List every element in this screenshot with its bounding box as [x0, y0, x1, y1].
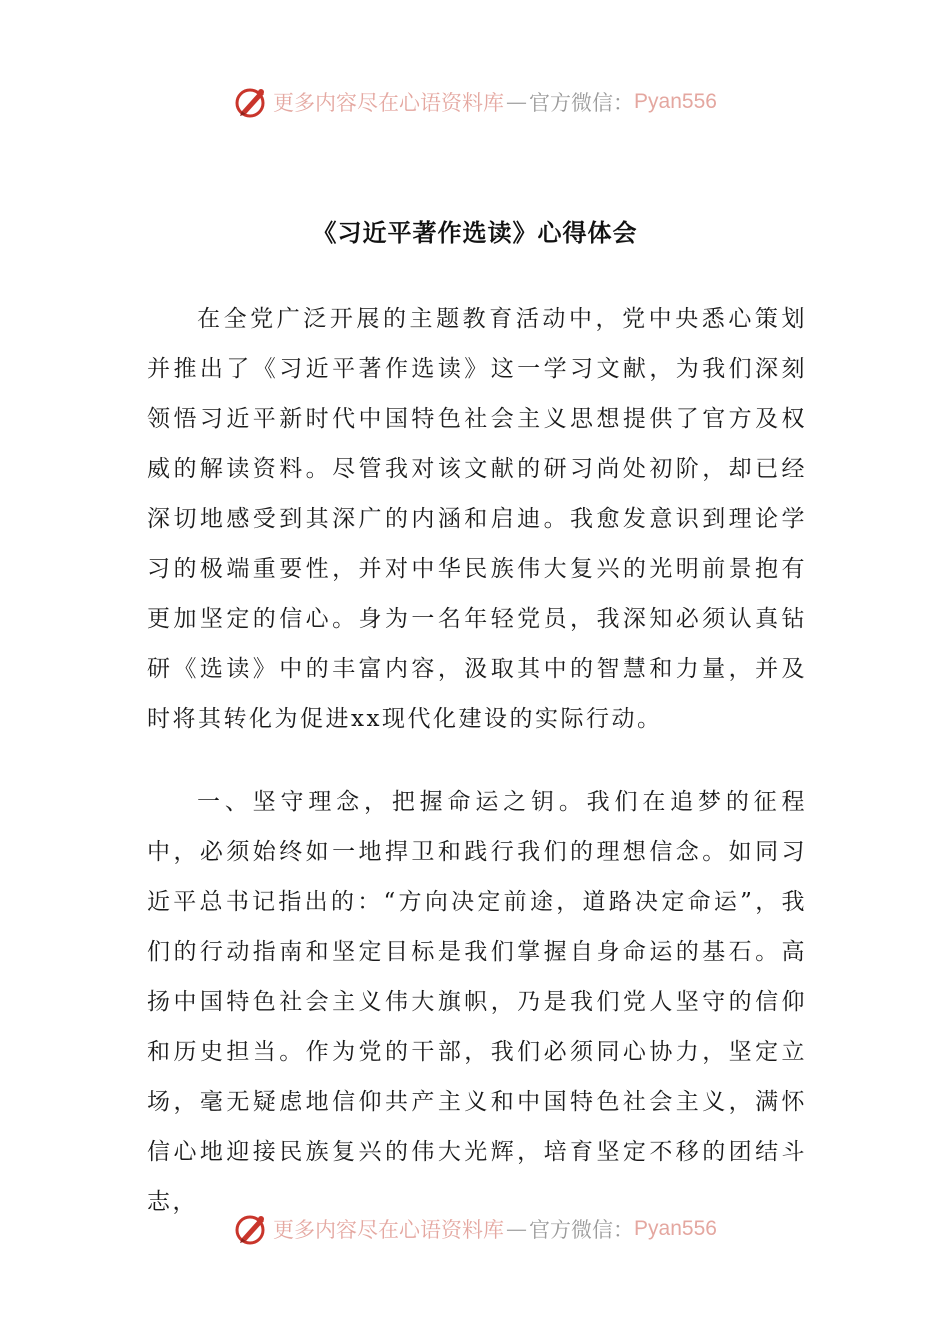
pen-circle-logo-icon [233, 84, 269, 120]
paragraph-section-one: 一、坚守理念，把握命运之钥。我们在追梦的征程中，必须始终如一地捍卫和践行我们的理想信念。如同习近平总书记指出的：“方向决定前途，道路决定命运”，我们的行动指南和坚定目标是我们掌握自身命运的基石。高扬中国特色社会主义伟大旗帜，乃是我们党人坚守的信仰和历史担当。作为党的干部，我们必须同心协力，坚定立场，毫无疑虑地信仰共产主义和中国特色社会主义，满怀信心地迎接民族复兴的伟大光辉，培育坚定不移的团结斗志， [147, 789, 807, 1215]
pen-circle-logo-icon [233, 1211, 269, 1247]
watermark-banner-top [0, 80, 950, 124]
watermark-wechat-id: Pyan556 [634, 1217, 717, 1240]
document-title: 《习近平著作选读》心得体会 [312, 219, 638, 247]
watermark-banner-bottom [0, 1207, 950, 1251]
watermark-wechat-label: 官方微信： [529, 1218, 635, 1242]
watermark-text: 更多内容尽在心语资料库 [273, 91, 505, 115]
watermark-wechat-label: 官方微信： [529, 91, 635, 115]
watermark-text: 更多内容尽在心语资料库 [273, 1218, 505, 1242]
paragraph-intro: 在全党广泛开展的主题教育活动中，党中央悉心策划并推出了《习近平著作选读》这一学习文献，为我们深刻领悟习近平新时代中国特色社会主义思想提供了官方及权威的解读资料。尽管我对该文献的研习尚处初阶，却已经深切地感受到其深广的内涵和启迪。我愈发意识到理论学习的极端重要性，并对中华民族伟大复兴的光明前景抱有更加坚定的信心。身为一名年轻党员，我深知必须认真钻研《选读》中的丰富内容，汲取其中的智慧和力量，并及时将其转化为促进xx现代化建设的实际行动。 [147, 306, 807, 732]
watermark-dash: — [506, 90, 528, 114]
watermark-dash: — [506, 1217, 528, 1241]
watermark-wechat-id: Pyan556 [634, 90, 717, 113]
